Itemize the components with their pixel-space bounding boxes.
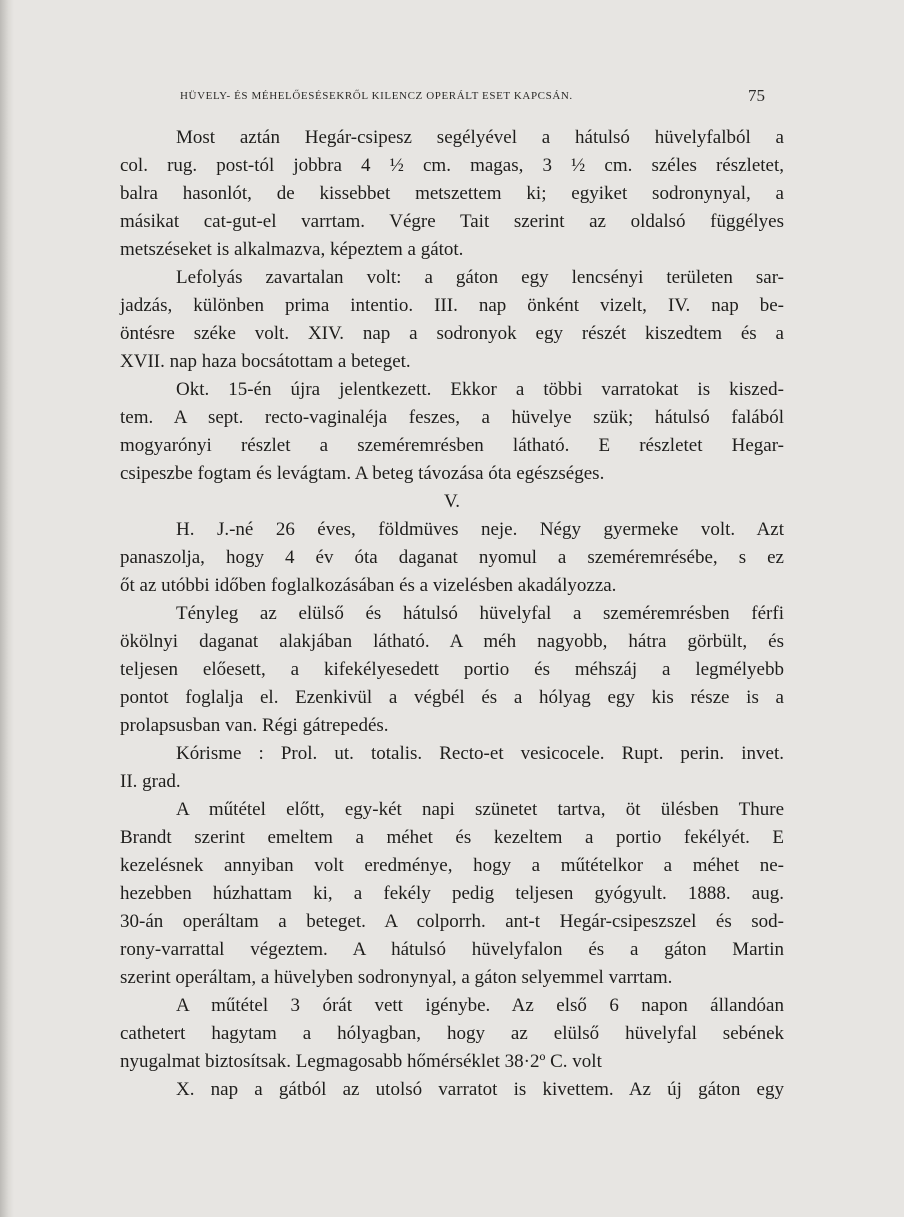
- text-line: Kórisme : Prol. ut. totalis. Recto-et vesicocele. Rupt. perin. invet.: [176, 743, 784, 764]
- text-line: nyugalmat biztosítsak. Legmagosabb hőmérséklet 38·2º C. volt: [120, 1051, 602, 1072]
- text-line: hezebben húzhattam ki, a fekély pedig teljesen gyógyult. 1888. aug.: [120, 883, 784, 904]
- text-line: öntésre széke volt. XIV. nap a sodronyok egy részét kiszedtem és a: [120, 323, 784, 344]
- text-line: prolapsusban van. Régi gátrepedés.: [120, 715, 389, 736]
- text-line: Lefolyás zavartalan volt: a gáton egy lencsényi területen sar-: [176, 267, 784, 288]
- text-line: XVII. nap haza bocsátottam a beteget.: [120, 351, 411, 372]
- text-line: Tényleg az elülső és hátulsó hüvelyfal a szeméremrésben férfi: [176, 603, 784, 624]
- text-line: II. grad.: [120, 771, 181, 792]
- text-line: jadzás, különben prima intentio. III. nap önként vizelt, IV. nap be-: [120, 295, 784, 316]
- text-line: cathetert hagytam a hólyagban, hogy az elülső hüvelyfal sebének: [120, 1023, 784, 1044]
- page-number: 75: [748, 86, 765, 105]
- text-line: panaszolja, hogy 4 év óta daganat nyomul a szeméremrésébe, s ez: [120, 547, 784, 568]
- text-line: 30-án operáltam a beteget. A colporrh. ant-t Hegár-csipeszszel és sod-: [120, 911, 784, 932]
- text-line: mogyarónyi részlet a szeméremrésben látható. E részletet Hegar-: [120, 435, 784, 456]
- text-line: rony-varrattal végeztem. A hátulsó hüvelyfalon és a gáton Martin: [120, 939, 784, 960]
- page-binding-shadow: [0, 0, 14, 1217]
- section-heading: V.: [443, 491, 461, 512]
- text-line: őt az utóbbi időben foglalkozásában és a vizelésben akadályozza.: [120, 575, 617, 596]
- text-line: A műtétel 3 órát vett igénybe. Az első 6 napon állandóan: [176, 995, 784, 1016]
- text-line: Brandt szerint emeltem a méhet és kezeltem a portio fekélyét. E: [120, 827, 784, 848]
- text-line: ökölnyi daganat alakjában látható. A méh nagyobb, hátra görbült, és: [120, 631, 784, 652]
- text-line: szerint operáltam, a hüvelyben sodronynyal, a gáton selyemmel varrtam.: [120, 967, 673, 988]
- text-line: pontot foglalja el. Ezenkivül a végbél és a hólyag egy kis része is a: [120, 687, 784, 708]
- text-line: csipeszbe fogtam és levágtam. A beteg távozása óta egészséges.: [120, 463, 605, 484]
- text-line: másikat cat-gut-el varrtam. Végre Tait szerint az oldalsó függélyes: [120, 211, 784, 232]
- text-line: A műtétel előtt, egy-két napi szünetet tartva, öt ülésben Thure: [176, 799, 784, 820]
- text-line: balra hasonlót, de kissebbet metszettem ki; egyiket sodronynyal, a: [120, 183, 784, 204]
- text-line: Most aztán Hegár-csipesz segélyével a hátulsó hüvelyfalból a: [176, 127, 784, 148]
- text-line: tem. A sept. recto-vaginaléja feszes, a hüvelye szük; hátulsó falából: [120, 407, 784, 428]
- text-line: X. nap a gátból az utolsó varratot is kivettem. Az új gáton egy: [176, 1079, 784, 1100]
- text-line: kezelésnek annyiban volt eredménye, hogy a műtételkor a méhet ne-: [120, 855, 784, 876]
- running-head: HÜVELY- ÉS MÉHELŐESÉSEKRŐL KILENCZ OPERÁLT ESET KAPCSÁN.: [180, 90, 573, 102]
- text-line: col. rug. post-tól jobbra 4 ½ cm. magas, 3 ½ cm. széles részletet,: [120, 155, 784, 176]
- text-line: H. J.-né 26 éves, földmüves neje. Négy gyermeke volt. Azt: [176, 519, 784, 540]
- text-line: Okt. 15-én újra jelentkezett. Ekkor a többi varratokat is kiszed-: [176, 379, 784, 400]
- text-line: metszéseket is alkalmazva, képeztem a gátot.: [120, 239, 464, 260]
- body-text: [120, 124, 784, 1104]
- text-line: teljesen előesett, a kifekélyesedett portio és méhszáj a legmélyebb: [120, 659, 784, 680]
